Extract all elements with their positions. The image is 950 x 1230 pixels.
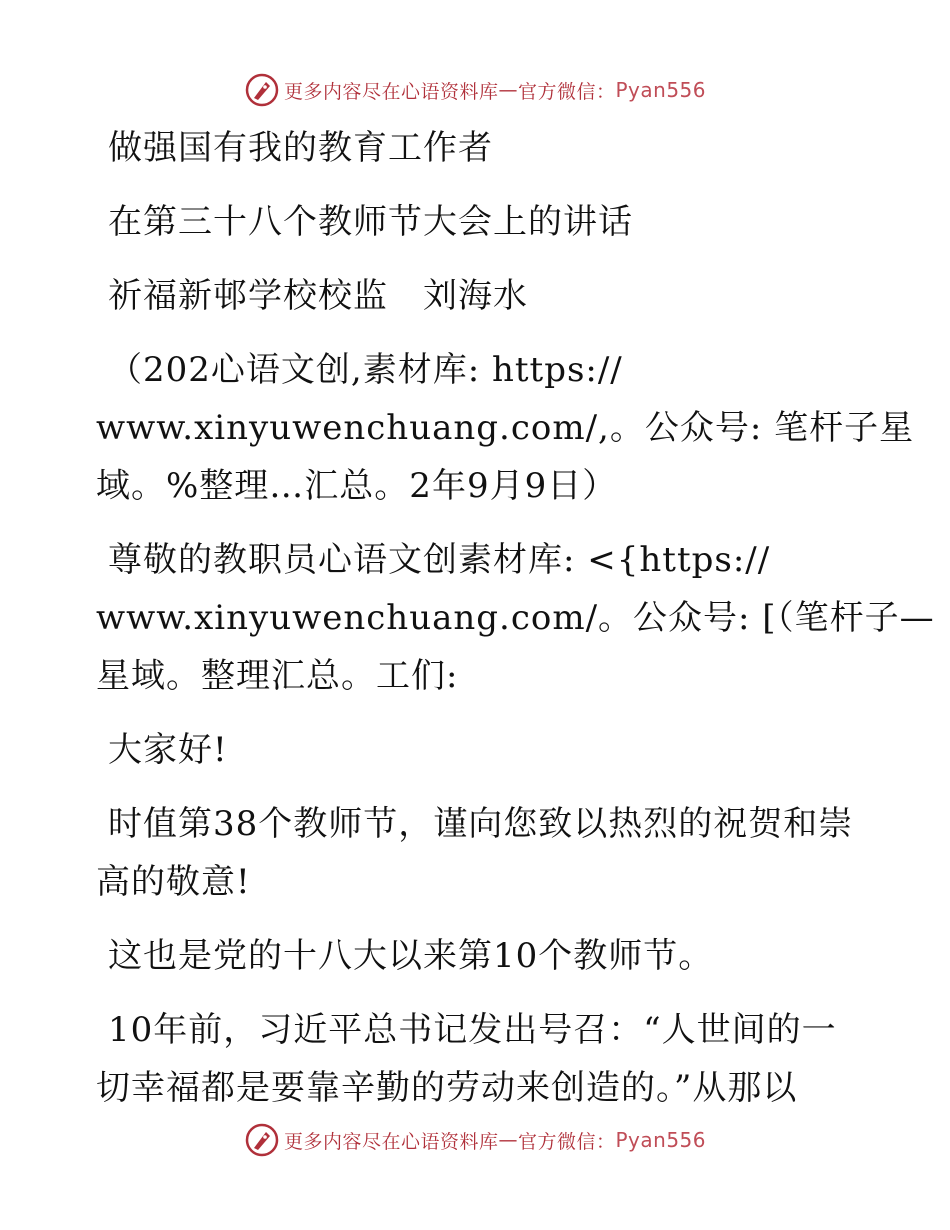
paragraph-line: 域。%整理…汇总。2年9月9日）: [96, 466, 618, 506]
paragraph-line: 高的敬意!: [96, 862, 251, 902]
paragraph-line: www.xinyuwenchuang.com/,。公众号: 笔杆子星: [96, 408, 915, 448]
greeting-line: 大家好!: [108, 730, 228, 770]
pen-nib-circle-icon: [244, 72, 280, 108]
document-subtitle: 在第三十八个教师节大会上的讲话: [108, 202, 633, 242]
banner-separator: —: [498, 79, 518, 101]
footer-watermark-banner: [0, 1118, 950, 1162]
banner-main-text: 更多内容尽在心语资料库: [283, 1130, 499, 1153]
paragraph-line: 切幸福都是要靠辛勤的劳动来创造的。”从那以: [96, 1068, 798, 1108]
paragraph-line: 时值第38个教师节，谨向您致以热烈的祝贺和崇: [108, 804, 854, 844]
paragraph-line: 尊敬的教职员心语文创素材库: <{https://: [108, 540, 771, 580]
paragraph-line: 这也是党的十八大以来第10个教师节。: [108, 936, 714, 976]
author-line: 祈福新邨学校校监 刘海水: [108, 276, 528, 316]
pen-nib-circle-icon: [244, 1122, 280, 1158]
paragraph-line: （202心语文创,素材库: https://: [108, 350, 623, 390]
banner-main-text: 更多内容尽在心语资料库: [283, 80, 499, 103]
paragraph-line: www.xinyuwenchuang.com/。公众号: [（笔杆子—: [96, 598, 935, 638]
banner-wechat-id: Pyan556: [615, 78, 707, 102]
paragraph-line: 星域。整理汇总。工们:: [96, 656, 459, 696]
paragraph-line: 10年前，习近平总书记发出号召：“人世间的一: [108, 1010, 837, 1050]
banner-wechat-label: 官方微信：: [517, 80, 616, 103]
banner-wechat-id: Pyan556: [615, 1128, 707, 1152]
header-watermark-banner: [0, 68, 950, 112]
banner-separator: —: [498, 1129, 518, 1151]
document-title: 做强国有我的教育工作者: [108, 128, 493, 168]
banner-wechat-label: 官方微信：: [517, 1130, 616, 1153]
